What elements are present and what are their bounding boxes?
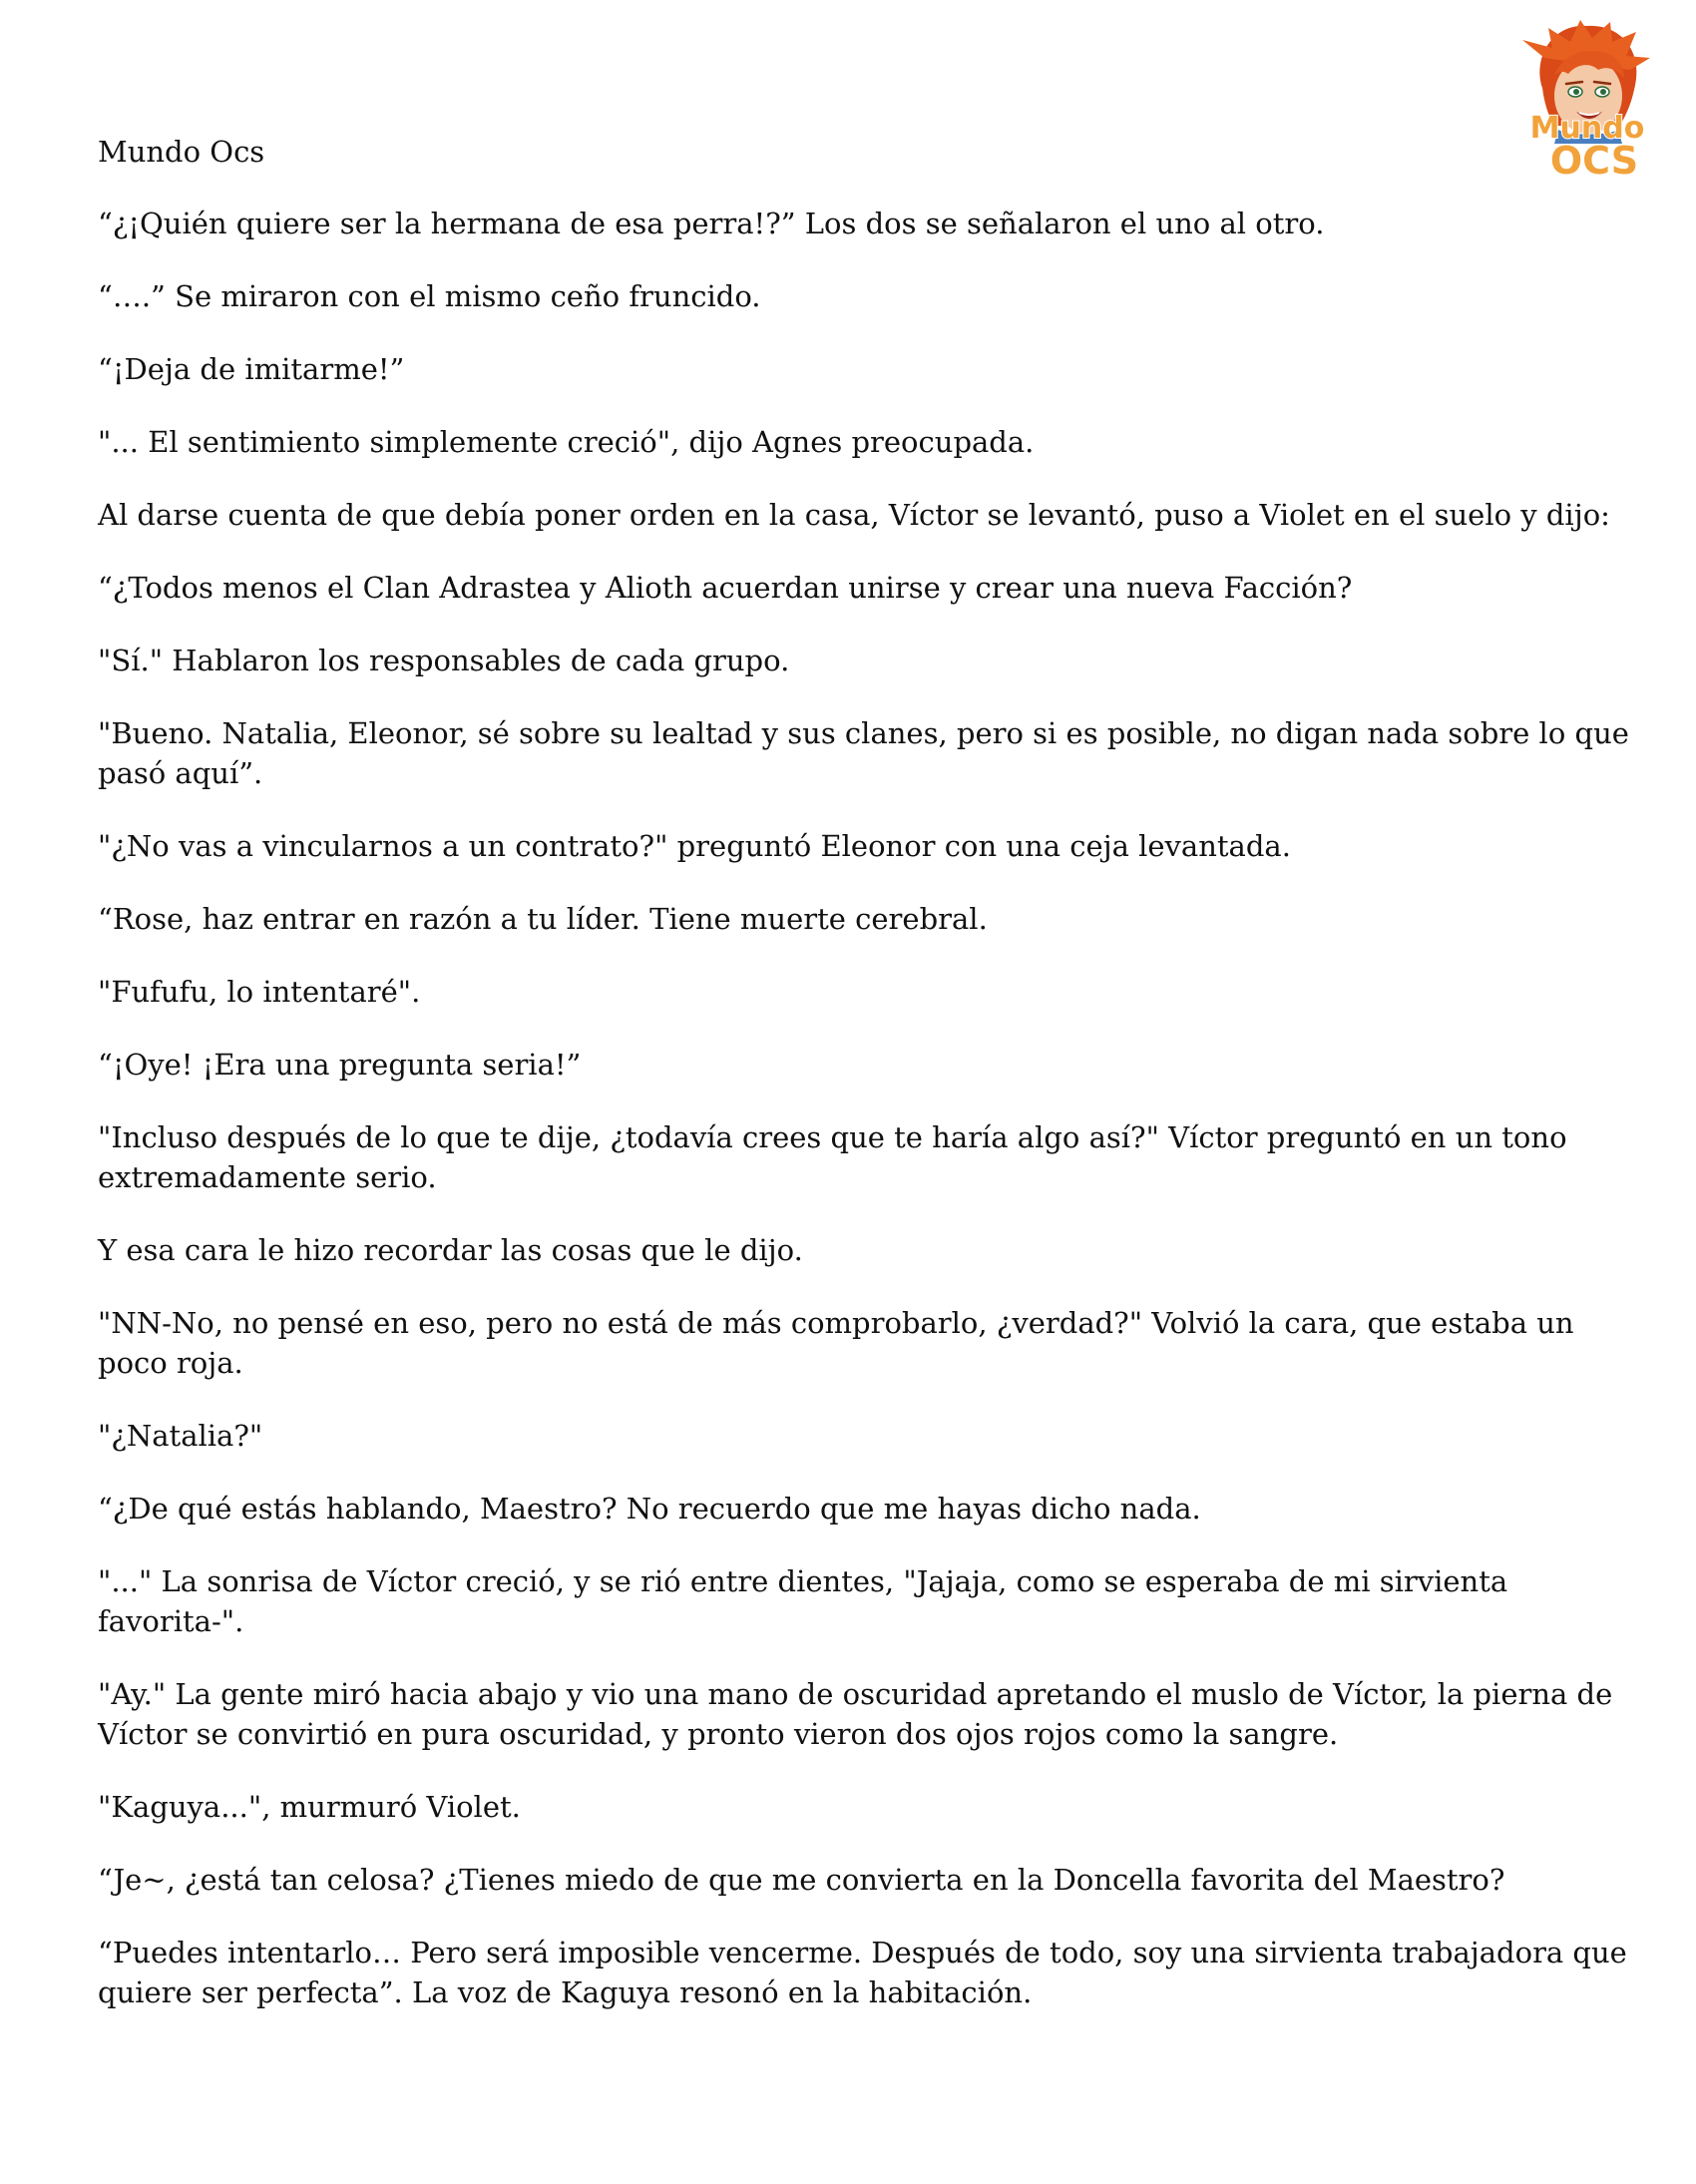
paragraph: "¿No vas a vincularnos a un contrato?" preguntó Eleonor con una ceja levantada. — [98, 829, 1291, 863]
document-title: Mundo Ocs — [98, 135, 265, 169]
paragraph: "Incluso después de lo que te dije, ¿todavía crees que te haría algo así?" Víctor preguntó en un tono extremadamente serio. — [98, 1120, 1567, 1194]
paragraph: "Bueno. Natalia, Eleonor, sé sobre su lealtad y sus clanes, pero si es posible, no digan nada sobre lo que pasó aquí”. — [98, 716, 1629, 790]
paragraph: “….” Se miraron con el mismo ceño fruncido. — [98, 279, 761, 313]
paragraph: Y esa cara le hizo recordar las cosas que le dijo. — [98, 1233, 803, 1267]
paragraph: “¿De qué estás hablando, Maestro? No recuerdo que me hayas dicho nada. — [98, 1492, 1201, 1526]
paragraph: "Fufufu, lo intentaré". — [98, 975, 421, 1009]
paragraph: “Puedes intentarlo… Pero será imposible vencerme. Después de todo, soy una sirvienta trabajadora que quiere ser perfecta”. La voz de Kaguya resonó en la habitación. — [98, 1936, 1627, 2009]
paragraph: "Ay." La gente miró hacia abajo y vio una mano de oscuridad apretando el muslo de Víctor, la pierna de Víctor se convirtió en pura oscuridad, y pronto vieron dos ojos rojos como la sangre. — [98, 1677, 1613, 1751]
paragraph: "... El sentimiento simplemente creció", dijo Agnes preocupada. — [98, 425, 1035, 459]
svg-text:Mundo: Mundo — [1529, 111, 1645, 146]
paragraph: “¿¡Quién quiere ser la hermana de esa perra!?” Los dos se señalaron el uno al otro. — [98, 207, 1325, 240]
paragraph: “Rose, haz entrar en razón a tu líder. Tiene muerte cerebral. — [98, 902, 988, 936]
paragraph: “¡Oye! ¡Era una pregunta seria!” — [98, 1048, 582, 1082]
paragraph: "..." La sonrisa de Víctor creció, y se rió entre dientes, "Jajaja, como se esperaba de mi sirvienta favorita-". — [98, 1564, 1508, 1638]
paragraph: "NN-No, no pensé en eso, pero no está de más comprobarlo, ¿verdad?" Volvió la cara, que estaba un poco roja. — [98, 1306, 1574, 1380]
paragraph: "¿Natalia?" — [98, 1419, 263, 1453]
paragraph: "Sí." Hablaron los responsables de cada grupo. — [98, 644, 790, 677]
paragraph: “¡Deja de imitarme!” — [98, 352, 405, 386]
document-body — [98, 132, 1634, 2045]
svg-text:OCS: OCS — [1549, 139, 1639, 183]
paragraph: “Je~, ¿está tan celosa? ¿Tienes miedo de que me convierta en la Doncella favorita del Maestro? — [98, 1863, 1505, 1897]
paragraph: Al darse cuenta de que debía poner orden en la casa, Víctor se levantó, puso a Violet en el suelo y dijo: — [98, 498, 1610, 532]
paragraph: “¿Todos menos el Clan Adrastea y Alioth acuerdan unirse y crear una nueva Facción? — [98, 571, 1353, 605]
paragraph: "Kaguya...", murmuró Violet. — [98, 1790, 521, 1824]
